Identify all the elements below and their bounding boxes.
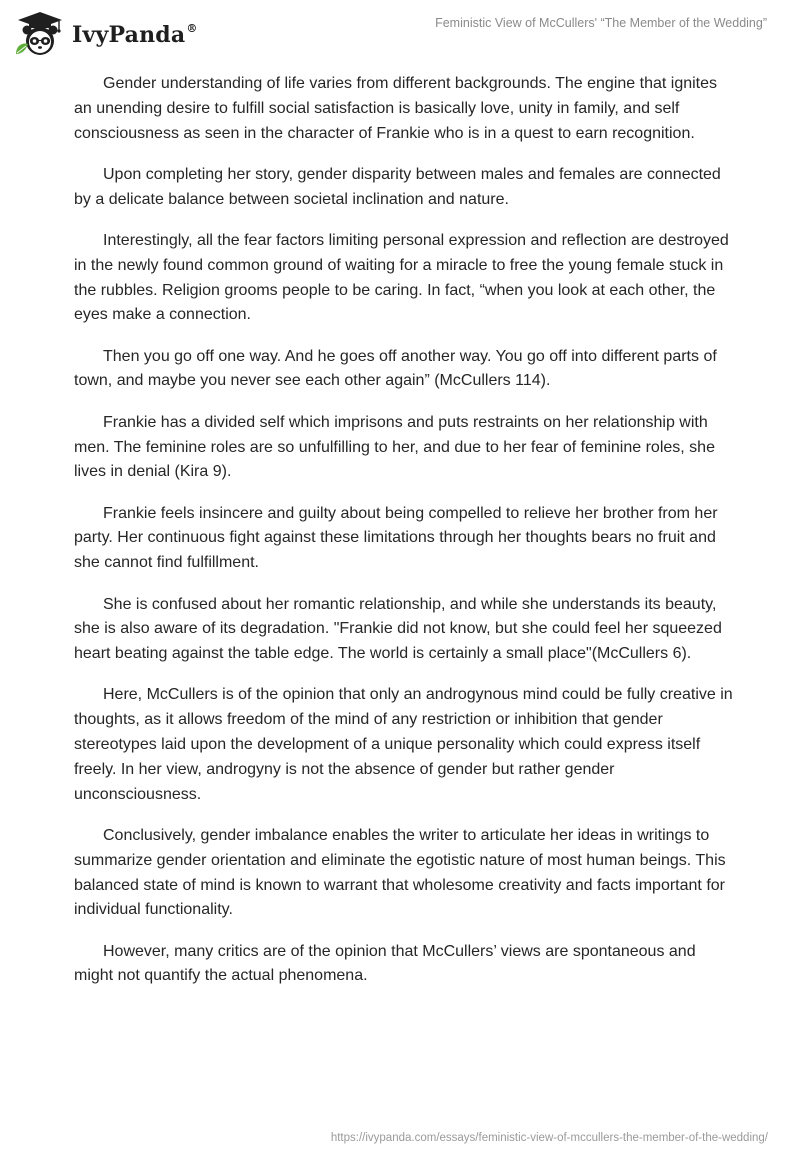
ivypanda-logo[interactable] bbox=[14, 10, 198, 58]
registered-mark: ® bbox=[186, 21, 198, 35]
paragraph: However, many critics are of the opinion that McCullers’ views are spontaneous and might not quantify the actual phenomena. bbox=[74, 942, 696, 985]
paragraph: Frankie has a divided self which imprisons and puts restraints on her relationship with men. The feminine roles are so unfulfilling to her, and due to her fear of feminine roles, she lives in denial (Kira 9). bbox=[74, 413, 715, 481]
paragraph: Conclusively, gender imbalance enables the writer to articulate her ideas in writings to summarize gender orientation and eliminate the egotistic nature of most human beings. This balanced state of mind is known to warrant that wholesome creativity and facts important for individual functionality. bbox=[74, 826, 726, 919]
paragraph: She is confused about her romantic relationship, and while she understands its beauty, she is also aware of its degradation. "Frankie did not know, but she could feel her squeezed heart beating against the table edge. The world is certainly a small place"(McCullers 6). bbox=[74, 595, 722, 663]
paragraph: Then you go off one way. And he goes off another way. You go off into different parts of town, and maybe you never see each other again” (McCullers 114). bbox=[74, 347, 717, 390]
paragraph: Frankie feels insincere and guilty about being compelled to relieve her brother from her party. Her continuous fight against these limitations through her thoughts bears no fruit and she cannot find fulfillment. bbox=[74, 504, 718, 572]
essay-body bbox=[74, 72, 734, 1006]
paragraph: Upon completing her story, gender disparity between males and females are connected by a delicate balance between societal inclination and nature. bbox=[74, 165, 721, 208]
panda-graduate-icon bbox=[14, 10, 66, 58]
document-title: Feministic View of McCullers' “The Member of the Wedding” bbox=[435, 16, 767, 30]
paragraph: Gender understanding of life varies from different backgrounds. The engine that ignites an unending desire to fulfill social satisfaction is basically love, unity in family, and self consciousness as seen in the character of Frankie who is in a quest to earn recognition. bbox=[74, 75, 718, 142]
source-url-link[interactable]: https://ivypanda.com/essays/feministic-view-of-mccullers-the-member-of-the-wedding/ bbox=[330, 1132, 768, 1144]
paragraph: Interestingly, all the fear factors limiting personal expression and reflection are destroyed in the newly found common ground of waiting for a miracle to free the young female stuck in the rubbles. Religion grooms people to be caring. In fact, “when you look at each other, the eyes make a connection. bbox=[74, 231, 729, 324]
paragraph: Here, McCullers is of the opinion that only an androgynous mind could be fully creative in thoughts, as it allows freedom of the mind of any restriction or inhibition that gender stereotypes laid upon the development of a unique personality which could express itself freely. In her view, androgyny is not the absence of gender but rather gender unconsciousness. bbox=[74, 686, 733, 803]
brand-name: IvyPanda® bbox=[72, 21, 198, 48]
page-header bbox=[0, 0, 800, 66]
